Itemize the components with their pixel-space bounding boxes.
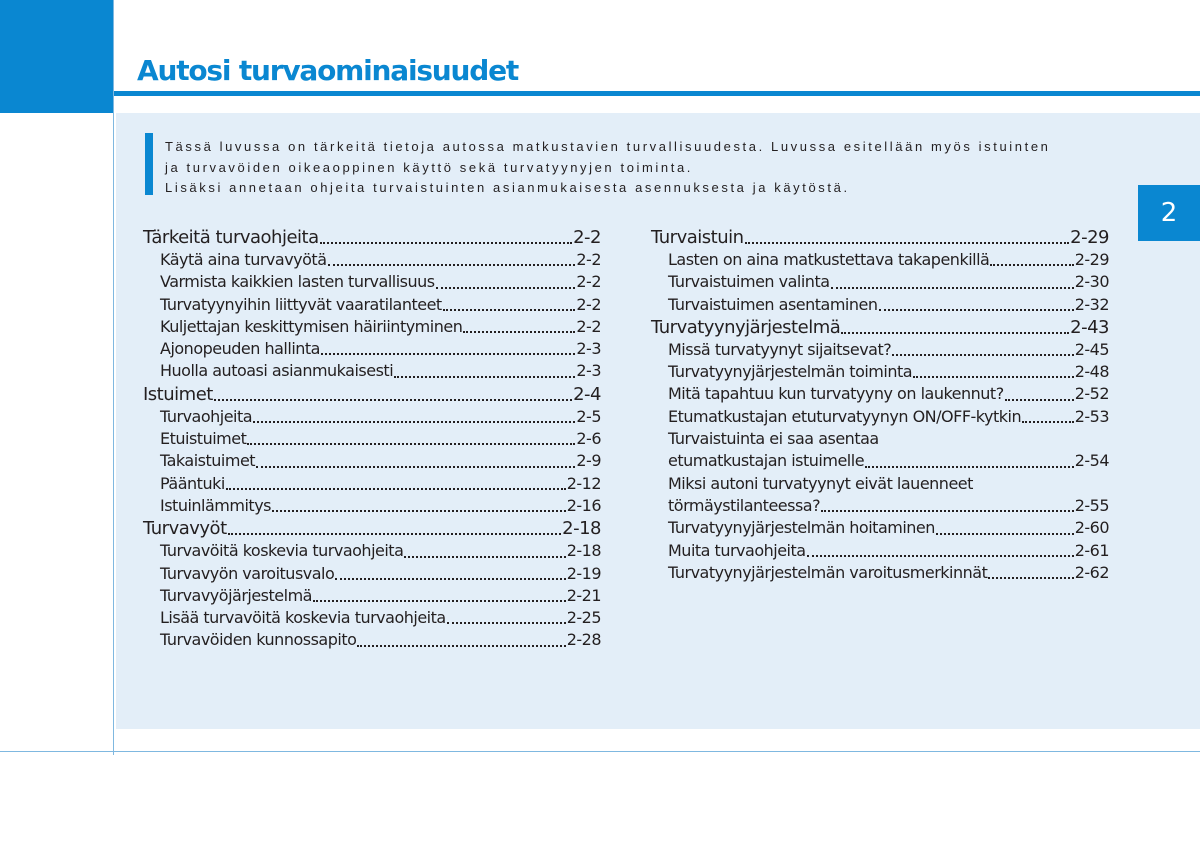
toc-section-entry[interactable]	[651, 226, 1109, 249]
toc-entry[interactable]	[143, 316, 601, 338]
toc-leader-dots	[988, 577, 1073, 579]
toc-entry-label: Lisää turvavöitä koskevia turvaohjeita	[160, 608, 446, 628]
toc-entry-label: Etuistuimet	[160, 429, 247, 449]
chapter-tab: 2	[1138, 185, 1200, 241]
toc-leader-dots	[865, 466, 1074, 468]
toc-entry[interactable]	[651, 495, 1109, 517]
toc-left-column	[143, 226, 601, 652]
toc-entry-label: Istuimet	[143, 383, 213, 405]
toc-page-number: 2-3	[576, 339, 601, 359]
toc-page-number: 2-19	[566, 563, 601, 583]
toc-entry-label: Varmista kaikkien lasten turvallisuus	[160, 272, 435, 292]
toc-leader-dots	[913, 376, 1074, 378]
toc-page-number: 2-5	[576, 406, 601, 426]
toc-leader-dots	[394, 376, 575, 378]
toc-page-number: 2-2	[576, 250, 601, 269]
toc-page-number: 2-18	[562, 518, 601, 540]
toc-leader-dots	[447, 622, 566, 624]
toc-page-number: 2-28	[566, 630, 601, 650]
toc-page-number: 2-43	[1070, 316, 1109, 338]
toc-page-number: 2-29	[1070, 227, 1109, 248]
toc-entry-label: Turvaistuimen asentaminen	[668, 294, 878, 314]
toc-leader-dots	[272, 510, 566, 512]
toc-page-number: 2-21	[566, 585, 601, 605]
toc-page-number: 2-6	[576, 429, 601, 449]
header-color-block	[0, 0, 113, 113]
toc-entry	[651, 428, 1109, 450]
toc-entry-label: Turvaistuinta ei saa asentaa	[668, 429, 879, 449]
toc-entry-label: Istuinlämmitys	[160, 495, 271, 515]
toc-leader-dots	[256, 466, 575, 468]
toc-page-number: 2-55	[1074, 495, 1109, 515]
page-title: Autosi turvaominaisuudet	[137, 54, 519, 87]
toc-entry[interactable]	[143, 495, 601, 517]
toc-entry-label: Turvavyöjärjestelmä	[160, 585, 312, 605]
toc-page-number: 2-25	[566, 608, 601, 628]
toc-leader-dots	[436, 287, 576, 289]
toc-entry-label: Lasten on aina matkustettava takapenkillä	[668, 250, 990, 269]
toc-entry[interactable]	[651, 517, 1109, 539]
toc-leader-dots	[990, 264, 1073, 266]
toc-page-number: 2-54	[1074, 451, 1109, 471]
toc-leader-dots	[226, 488, 566, 490]
toc-leader-dots	[807, 555, 1074, 557]
intro-line: ja turvavöiden oikeaoppinen käyttö sekä turvatyynyjen toiminta.	[165, 159, 694, 175]
toc-section-entry[interactable]	[143, 517, 601, 540]
toc-entry-label: Käytä aina turvavyötä	[160, 250, 327, 269]
toc-page-number: 2-45	[1074, 339, 1109, 359]
intro-text	[165, 137, 1125, 199]
toc-entry-label: Turvatyynyjärjestelmän toiminta	[668, 362, 913, 382]
toc-entry[interactable]	[143, 406, 601, 428]
toc-entry[interactable]	[143, 540, 601, 562]
toc-page-number: 2-30	[1074, 272, 1109, 292]
toc-entry-label: Tärkeitä turvaohjeita	[143, 227, 319, 248]
toc-entry-label: Miksi autoni turvatyynyt eivät lauenneet	[668, 473, 973, 493]
toc-entry[interactable]	[651, 562, 1109, 584]
toc-entry-label: Turvatyynyjärjestelmän varoitusmerkinnät	[668, 562, 988, 582]
toc-leader-dots	[831, 287, 1074, 289]
toc-entry-label: Turvavyön varoitusvalo	[160, 563, 335, 583]
toc-entry-label: Turvavöitä koskevia turvaohjeita	[160, 541, 404, 561]
toc-entry[interactable]	[143, 563, 601, 585]
toc-page-number: 2-2	[576, 294, 601, 314]
toc-entry-label: Kuljettajan keskittymisen häiriintyminen	[160, 316, 463, 336]
toc-page-number: 2-52	[1074, 384, 1109, 404]
toc-entry-label: Muita turvaohjeita	[668, 540, 806, 560]
toc-page-number: 2-61	[1074, 540, 1109, 560]
toc-entry-label: Turvaohjeita	[160, 406, 253, 426]
toc-entry-label: Mitä tapahtuu kun turvatyyny on laukennut?	[668, 384, 1004, 404]
toc-entry[interactable]	[143, 294, 601, 316]
toc-page-number: 2-18	[566, 541, 601, 561]
toc-leader-dots	[320, 242, 572, 244]
toc-leader-dots	[821, 510, 1074, 512]
toc-entry-label: Huolla autoasi asianmukaisesti	[160, 361, 394, 381]
toc-page-number: 2-29	[1074, 250, 1109, 269]
toc-leader-dots	[357, 645, 565, 647]
toc-entry[interactable]	[143, 249, 601, 271]
intro-line: Lisäksi annetaan ohjeita turvaistuinten asianmukaisesta asennuksesta ja käytöstä.	[165, 180, 850, 195]
toc-entry-label: Etumatkustajan etuturvatyynyn ON/OFF-kytkin	[668, 406, 1022, 426]
toc-entry[interactable]	[651, 383, 1109, 405]
toc-page-number: 2-16	[566, 495, 601, 515]
toc-entry[interactable]	[651, 406, 1109, 428]
toc-entry-label: Turvaistuin	[651, 227, 744, 248]
toc-entry-label: törmäystilanteessa?	[668, 495, 821, 515]
toc-page-number: 2-48	[1074, 362, 1109, 382]
toc-entry-label: Ajonopeuden hallinta	[160, 339, 320, 359]
toc-entry-label: etumatkustajan istuimelle	[668, 451, 865, 471]
toc-leader-dots	[335, 578, 565, 580]
toc-leader-dots	[404, 556, 565, 558]
toc-leader-dots	[321, 353, 575, 355]
toc-leader-dots	[214, 399, 572, 401]
toc-entry[interactable]	[143, 473, 601, 495]
toc-leader-dots	[228, 533, 562, 535]
toc-entry[interactable]	[651, 294, 1109, 316]
toc-entry[interactable]	[651, 450, 1109, 472]
toc-leader-dots	[328, 264, 576, 266]
toc-entry-label: Turvaistuimen valinta	[668, 272, 830, 292]
toc-page-number: 2-12	[566, 473, 601, 493]
toc-entry-label: Turvatyynyjärjestelmän hoitaminen	[668, 518, 935, 538]
toc-entry[interactable]	[143, 607, 601, 629]
toc-entry-label: Turvavöiden kunnossapito	[160, 630, 357, 650]
toc-entry-label: Turvavyöt	[143, 518, 227, 540]
toc-leader-dots	[313, 600, 566, 602]
toc-page-number: 2-32	[1074, 294, 1109, 314]
toc-page-number: 2-53	[1074, 406, 1109, 426]
toc-entry-label: Missä turvatyynyt sijaitsevat?	[668, 339, 892, 359]
toc-entry[interactable]	[651, 361, 1109, 383]
header-rule	[113, 91, 1200, 96]
toc-entry[interactable]	[143, 271, 601, 293]
toc-entry	[651, 473, 1109, 495]
toc-entry[interactable]	[651, 271, 1109, 293]
toc-leader-dots	[247, 443, 575, 445]
left-margin-rule	[113, 0, 114, 755]
intro-accent-bar	[145, 133, 153, 195]
toc-page-number: 2-60	[1074, 518, 1109, 538]
toc-entry[interactable]	[143, 629, 601, 651]
toc-section-entry[interactable]	[143, 226, 601, 249]
toc-leader-dots	[879, 309, 1074, 311]
toc-page-number: 2-4	[573, 383, 601, 405]
toc-page-number: 2-9	[576, 451, 601, 471]
toc-page-number: 2-3	[576, 361, 601, 381]
toc-entry-label: Takaistuimet	[160, 451, 256, 471]
toc-entry[interactable]	[143, 428, 601, 450]
toc-entry-label: Pääntuki	[160, 473, 225, 493]
footer-rule	[0, 751, 1200, 752]
toc-section-entry[interactable]	[651, 316, 1109, 339]
toc-leader-dots	[443, 309, 576, 311]
toc-entry[interactable]	[143, 360, 601, 382]
toc-page-number: 2-2	[576, 272, 601, 292]
intro-line: Tässä luvussa on tärkeitä tietoja autossa matkustavien turvallisuudesta. Luvussa esitellään myös istuinten	[165, 139, 1051, 154]
toc-entry[interactable]	[143, 450, 601, 472]
toc-entry[interactable]	[143, 585, 601, 607]
toc-entry[interactable]	[651, 249, 1109, 271]
toc-entry-label: Turvatyynyjärjestelmä	[651, 316, 841, 338]
toc-section-entry[interactable]	[143, 383, 601, 406]
toc-page-number: 2-62	[1074, 562, 1109, 582]
toc-leader-dots	[1022, 421, 1074, 423]
toc-entry[interactable]	[651, 339, 1109, 361]
toc-page-number: 2-2	[576, 316, 601, 336]
toc-page-number: 2-2	[573, 227, 601, 248]
toc-leader-dots	[463, 331, 575, 333]
toc-leader-dots	[841, 332, 1069, 334]
toc-leader-dots	[936, 533, 1074, 535]
toc-leader-dots	[892, 354, 1073, 356]
toc-leader-dots	[253, 421, 575, 423]
toc-entry[interactable]	[143, 338, 601, 360]
toc-entry[interactable]	[651, 540, 1109, 562]
toc-entry-label: Turvatyynyihin liittyvät vaaratilanteet	[160, 294, 442, 314]
toc-right-column	[651, 226, 1109, 584]
toc-leader-dots	[745, 242, 1070, 244]
toc-leader-dots	[1005, 399, 1074, 401]
